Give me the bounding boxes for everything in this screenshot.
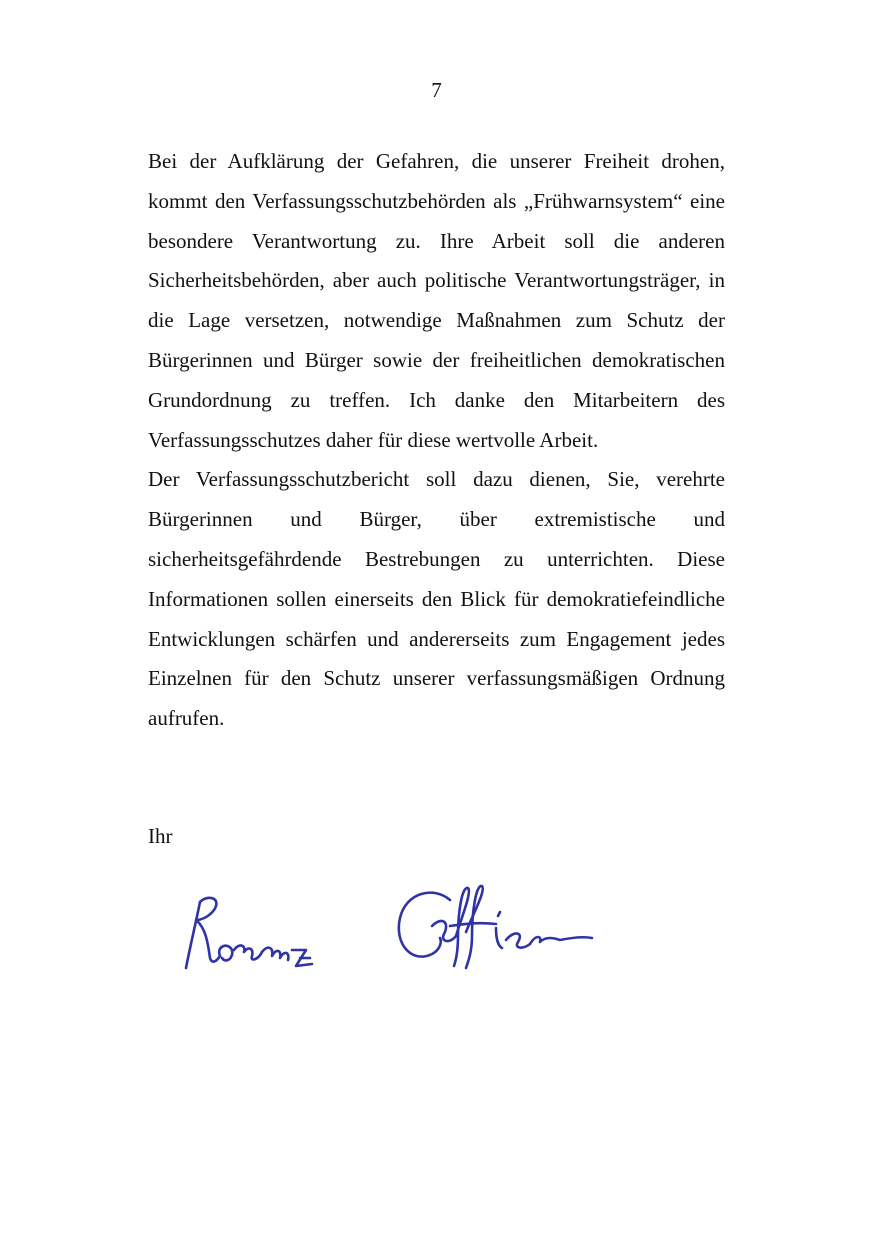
paragraph-early-warning: Bei der Aufklärung der Gefahren, die unserer Freiheit drohen, kommt den Verfassungsschutzbehörden als „Frühwarnsystem“ eine besondere Verantwortung zu. Ihre Arbeit soll die anderen Sicherheitsbehörden, aber auch politische Verantwortungsträger, in die Lage versetzen, notwendige Maßnahmen zum Schutz der Bürgerinnen und Bürger sowie der freiheitlichen demokratischen Grundordnung zu treffen. Ich danke den Mitarbeitern des Verfassungsschutzes daher für diese wertvolle Arbeit. bbox=[148, 149, 725, 452]
handwritten-signature bbox=[150, 872, 610, 992]
paragraph-report-purpose: Der Verfassungsschutzbericht soll dazu dienen, Sie, verehrte Bürgerinnen und Bürger, über extremistische und sicherheitsgefährdende Bestrebungen zu unterrichten. Diese Informationen sollen einerseits den Blick für demokratiefeindliche Entwicklungen schärfen und andererseits zum Engagement jedes Einzelnen für den Schutz unserer verfassungsmäßigen Ordnung aufrufen. bbox=[148, 467, 725, 731]
signature-drawing bbox=[150, 872, 610, 992]
page-number: 7 bbox=[431, 78, 442, 102]
body-text bbox=[148, 142, 725, 739]
closing-salutation: Ihr bbox=[148, 824, 173, 848]
